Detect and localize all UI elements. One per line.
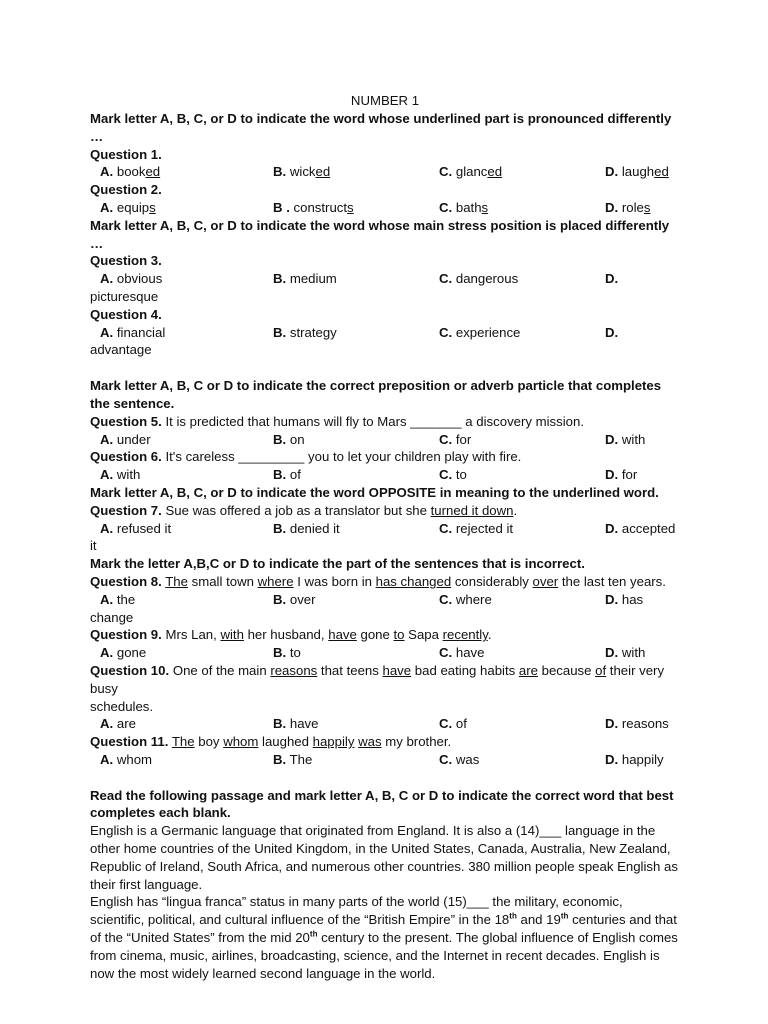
option-d[interactable]: D. accepted [605,520,676,536]
option-d[interactable]: D. [605,271,619,287]
instruction-preposition: Mark letter A, B, C or D to indicate the correct preposition or adverb particle that completes the sentence. [90,378,662,411]
option-b[interactable]: B. medium [273,271,337,287]
option-d[interactable]: D. happily [605,751,664,767]
question-11-options [90,751,680,769]
option-c[interactable]: C. was [439,751,480,767]
option-b[interactable]: B. over [273,591,316,607]
question-11-stem: Question 11. The boy whom laughed happily was my brother. [90,734,452,750]
question-9-stem: Question 9. Mrs Lan, with her husband, have gone to Sapa recently. [90,627,492,643]
reading-passage [90,822,680,982]
option-wrap-text: it [90,538,97,554]
option-c[interactable]: C. baths [439,199,489,215]
option-b[interactable]: B. to [273,645,301,661]
question-7-options [90,520,680,538]
question-10-stem: Question 10. One of the main reasons that teens have bad eating habits are because of their very busy [90,662,665,696]
option-d-text: picturesque [90,288,159,304]
spacer [90,359,680,377]
option-b[interactable]: B. The [273,751,313,767]
option-d-text: advantage [90,342,152,358]
option-wrap-text: change [90,609,134,625]
option-a[interactable]: A. are [100,716,136,732]
question-1-options [90,163,680,181]
option-c[interactable]: C. where [439,591,492,607]
question-10-options [90,715,680,733]
question-9-options [90,644,680,662]
option-b[interactable]: B. denied it [273,520,340,536]
instruction-pronunciation: Mark letter A, B, C, or D to indicate the word whose underlined part is pronounced differently … [90,111,672,144]
passage-paragraph-2: English has “lingua franca” status in many parts of the world (15)___ the military, economic, scientific, political, and cultural influence of the “British Empire” in the 18th and 19th centuries and that of the “United States” from the mid 20th century to the present. The global influence of English comes from cinema, music, airlines, broadcasting, science, and the Internet in recent decades. English is now the most widely learned second language in the world. [90,894,678,981]
question-2-options [90,199,680,217]
question-4-label: Question 4. [90,306,162,322]
option-a[interactable]: A. with [100,467,141,483]
option-d[interactable]: D. has [605,591,644,607]
option-a[interactable]: A. refused it [100,520,172,536]
option-c[interactable]: C. experience [439,324,521,340]
option-a[interactable]: A. the [100,591,136,607]
option-d[interactable]: D. roles [605,199,651,215]
option-a[interactable]: A. whom [100,751,153,767]
option-b[interactable]: B. wicked [273,164,331,180]
question-3-label: Question 3. [90,253,162,269]
option-a[interactable]: A. booked [100,164,161,180]
option-b[interactable]: B . constructs [273,199,354,215]
option-c[interactable]: C. have [439,645,485,661]
option-a[interactable]: A. gone [100,645,147,661]
option-a[interactable]: A. obvious [100,271,163,287]
option-b[interactable]: B. of [273,467,301,483]
question-2-label: Question 2. [90,182,162,198]
option-a[interactable]: A. financial [100,324,166,340]
option-d[interactable]: D. laughed [605,164,669,180]
instruction-passage: Read the following passage and mark letter A, B, C or D to indicate the correct word that best completes each blank. [90,787,674,821]
question-5-options [90,431,680,449]
option-c[interactable]: C. for [439,431,472,447]
option-d[interactable]: D. with [605,645,646,661]
option-a[interactable]: A. equips [100,199,156,215]
question-1-label: Question 1. [90,146,162,162]
option-d[interactable]: D. with [605,431,646,447]
question-4-options [90,324,680,342]
question-6-options [90,466,680,484]
option-d[interactable]: D. reasons [605,716,669,732]
question-8-options [90,591,680,609]
option-c[interactable]: C. rejected it [439,520,514,536]
option-d[interactable]: D. [605,324,619,340]
question-10-stem-wrap: schedules. [90,698,154,714]
instruction-opposite: Mark letter A, B, C, or D to indicate the word OPPOSITE in meaning to the underlined word. [90,484,659,500]
question-6-stem: Question 6. It's careless _________ you to let your children play with fire. [90,449,522,465]
page-title: NUMBER 1 [350,93,420,108]
question-7-stem: Question 7. Sue was offered a job as a translator but she turned it down. [90,502,518,518]
question-3-options [90,270,680,288]
option-c[interactable]: C. of [439,716,467,732]
spacer [90,769,680,787]
option-b[interactable]: B. have [273,716,319,732]
option-c[interactable]: C. to [439,467,467,483]
option-a[interactable]: A. under [100,431,151,447]
passage-paragraph-1: English is a Germanic language that originated from England. It is also a (14)___ language in the other home countries of the United Kingdom, in the United States, Canada, Australia, New Zealand, Republic of Ireland, South Africa, and numerous other countries. 380 million people speak English as their first language. [90,823,678,892]
question-8-stem: Question 8. The small town where I was born in has changed considerably over the last ten years. [90,573,666,589]
instruction-stress: Mark letter A, B, C, or D to indicate the word whose main stress position is placed differently … [90,217,670,251]
option-d[interactable]: D. for [605,467,638,483]
option-c[interactable]: C. glanced [439,164,503,180]
option-b[interactable]: B. on [273,431,305,447]
option-b[interactable]: B. strategy [273,324,337,340]
question-5-stem: Question 5. It is predicted that humans will fly to Mars _______ a discovery mission. [90,413,585,429]
worksheet [90,92,680,982]
instruction-incorrect: Mark the letter A,B,C or D to indicate the part of the sentences that is incorrect. [90,556,585,572]
option-c[interactable]: C. dangerous [439,271,519,287]
